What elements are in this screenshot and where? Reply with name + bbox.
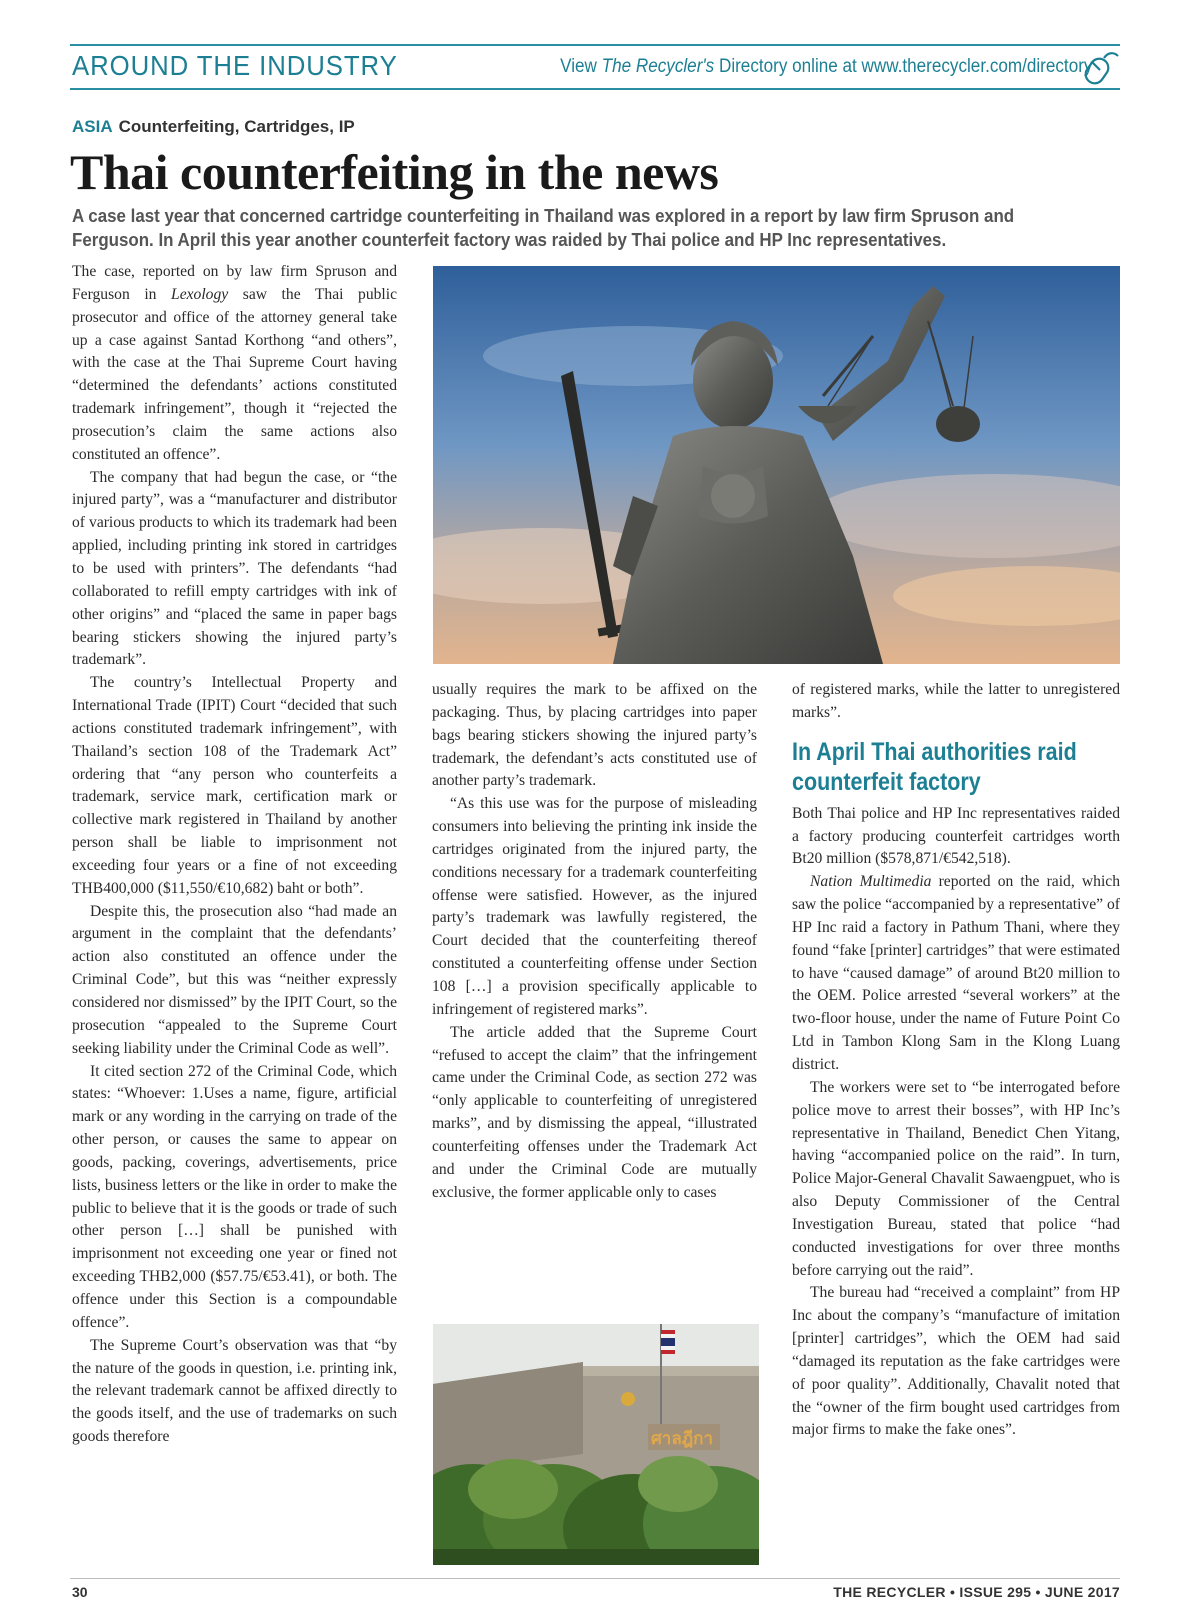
lady-justice-illustration (433, 266, 1120, 664)
article-headline: Thai counterfeiting in the news (70, 144, 719, 200)
paragraph: The article added that the Supreme Court “refused to accept the claim” that the infringement came under the Criminal Code, as section 272 was “only applicable to counterfeiting of unregistered marks”, and by dismissing the appeal, “illustrated counterfeiting offenses under the Trademark Act and under the Criminal Code are mutually exclusive, the former applicable only to cases (432, 1023, 757, 1201)
paragraph: Both Thai police and HP Inc representatives raided a factory producing counterfeit cartridges worth Bt20 million ($578,871/€542,518). (792, 804, 1120, 868)
paragraph: The Supreme Court’s observation was that “by the nature of the goods in question, i.e. printing ink, the relevant trademark cannot be affixed directly to the goods itself, and the use of trademarks on such goods therefore (72, 1336, 397, 1446)
paragraph: The bureau had “received a complaint” from HP Inc about the company’s “manufacture of imitation [printer] cartridges”, which the OEM had said “damaged its reputation as the fake cartridges were of poor quality”. Additionally, Chavalit noted that the “owner of the firm bought used cartridges from major firms to make the fake ones”. (792, 1284, 1120, 1439)
computer-mouse-icon (1080, 48, 1120, 88)
page-number: 30 (72, 1584, 88, 1600)
paragraph: “As this use was for the purpose of misleading consumers into believing the printing ink inside the cartridges originated from the injured party, the conditions necessary for a trademark counterfeiting offense were satisfied. However, as the injured party’s trademark was lawfully registered, the Court decided that the counterfeiting thereof constituted a counterfeiting offense under Section 108 […] a provision specifically applicable to infringement of registered marks”. (432, 795, 757, 1018)
paragraph: Nation Multimedia reported on the raid, which saw the police “accompanied by a representative” of HP Inc raid a factory in Pathum Thani, where they found “fake [printer] cartridges” that were estimated to have “caused damage” of around Bt20 million to the OEM. Police arrested “several workers” at the two-floor house, under the name of Future Point Co Ltd in Tambon Klong Sam in the Klong Luang district. (792, 873, 1120, 1073)
section-title: AROUND THE INDUSTRY (72, 50, 398, 81)
tags-label: Counterfeiting, Cartridges, IP (118, 117, 355, 136)
paragraph: The country’s Intellectual Property and International Trade (IPIT) Court “decided that such actions constituted trademark infringement”, with Thailand’s section 108 of the Trademark Act” ordering that “any person who counterfeits a trademark, service mark, certification mark or collective mark registered in Thailand by another person shall be liable to imprisonment not exceeding four years or a fine of not exceeding THB400,000 ($11,550/€10,682) baht or both”. (72, 674, 397, 897)
paragraph: It cited section 272 of the Criminal Code, which states: “Whoever: 1.Uses a name, figure, artificial mark or any wording in the carrying on trade of the other person, or causes the same to appear on goods, packing, coverings, advertisements, price lists, business letters or the like in order to make the public to believe that it is the goods or trade of such other person […] shall be punished with imprisonment not exceeding one year or fined not exceeding THB2,000 ($57.75/€53.41), or both. The offence under this Section is a compoundable offence”. (72, 1062, 397, 1331)
header-top-rule (70, 44, 1120, 46)
article-standfirst: A case last year that concerned cartridge counterfeiting in Thailand was explored in a report by law firm Spruson and Ferguson. In April this year another counterfeit factory was raided by Thai police and HP Inc representatives. (72, 206, 1015, 250)
directory-publication: The Recycler's (601, 56, 714, 77)
region-label: ASIA (72, 117, 113, 136)
paragraph: The case, reported on by law firm Spruson and Ferguson in Lexology saw the Thai public prosecutor and office of the attorney general take up a case against Santad Korthong “and others”, with the case at the Thai Supreme Court having “determined the defendants’ actions constituted trademark infringement”, though it “rejected the prosecution’s claim the same actions also constituted an offence”. (72, 263, 397, 463)
directory-link[interactable] (560, 56, 1092, 78)
lady-justice-photo (433, 266, 1120, 664)
directory-suffix: Directory online at www.therecycler.com/directory (713, 56, 1092, 77)
paragraph: The company that had begun the case, or “the injured party”, was a “manufacturer and distributor of various products to which its trademark had been applied, including printing ink stored in cartridges to be used with printers”. The defendants “had collaborated to refill empty cartridges with ink of other origins” and “placed the same in paper bags bearing stickers showing the injured party’s trademark”. (72, 468, 397, 669)
publication-footer: THE RECYCLER • ISSUE 295 • JUNE 2017 (833, 1584, 1120, 1600)
article-column-1 (72, 261, 397, 1449)
article-kicker (72, 117, 355, 137)
article-column-3 (792, 679, 1120, 1442)
directory-prefix: View (559, 56, 602, 77)
article-column-2 (432, 679, 757, 1204)
court-sign-text: ศาลฎีกา (651, 1429, 714, 1449)
article-subheading: In April Thai authorities raid counterfeit factory (792, 737, 1077, 796)
supreme-court-photo (433, 1324, 759, 1565)
supreme-court-illustration (433, 1324, 759, 1565)
footer-rule (70, 1578, 1120, 1579)
paragraph: The workers were set to “be interrogated before police move to arrest their bosses”, with HP Inc’s representative in Thailand, Benedict Chen Yitang, having “accompanied police on the raid”. In turn, Police Major-General Chavalit Sawaengpuet, who is also Deputy Commissioner of the Central Investigation Bureau, stated that police “had conducted investigations for over three months before carrying out the raid”. (792, 1078, 1120, 1279)
paragraph: usually requires the mark to be affixed on the packaging. Thus, by placing cartridges into paper bags bearing stickers showing the injured party’s trademark, the defendant’s acts constituted use of another party’s trademark. (432, 681, 757, 790)
paragraph: of registered marks, while the latter to unregistered marks”. (792, 681, 1120, 721)
paragraph: Despite this, the prosecution also “had made an argument in the complaint that the defendants’ action also constituted an offence under the Criminal Code”, but this was “neither expressly considered nor dismissed” by the IPIT Court, so the prosecution “appealed to the Supreme Court seeking liability under the Criminal Code as well”. (72, 902, 397, 1057)
header-bottom-rule (70, 88, 1120, 90)
